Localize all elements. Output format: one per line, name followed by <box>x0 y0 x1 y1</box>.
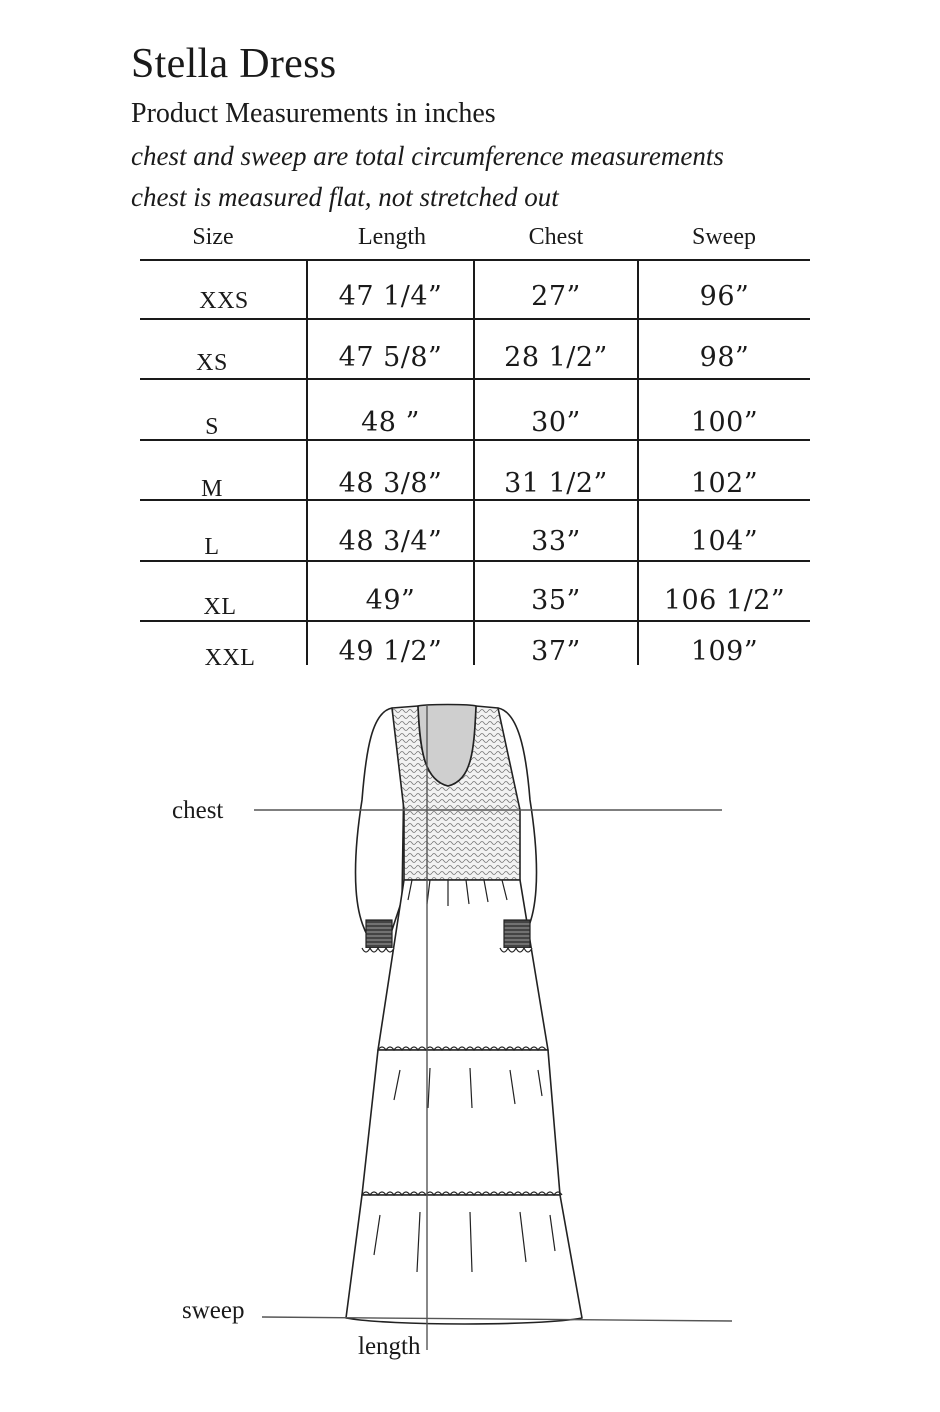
table-cell-sweep: 102” <box>690 468 759 499</box>
table-cell-sweep: 106 1/2” <box>663 585 786 616</box>
table-cell-length: 49” <box>365 585 416 616</box>
table-cell-chest: 31 1/2” <box>504 468 608 499</box>
header-size: Size <box>192 224 234 250</box>
table-cell-size: XXS <box>199 288 249 314</box>
table-cell-chest: 33” <box>531 526 581 557</box>
header-length: Length <box>358 224 426 250</box>
table-rule <box>140 378 810 380</box>
length-label: length <box>358 1333 421 1360</box>
table-cell-size: XXL <box>204 645 256 671</box>
header-chest: Chest <box>528 224 584 250</box>
table-cell-chest: 30” <box>531 407 581 438</box>
table-cell-length: 48 ” <box>361 407 420 438</box>
dress-measurement-diagram <box>0 690 940 1408</box>
table-cell-length: 48 3/8” <box>338 468 443 499</box>
table-cell-sweep: 100” <box>690 407 759 438</box>
table-cell-sweep: 104” <box>690 526 759 557</box>
table-cell-chest: 37” <box>531 636 581 667</box>
table-cell-size: XS <box>196 350 228 376</box>
table-cell-sweep: 98” <box>699 342 750 373</box>
measurement-note-circumference: chest and sweep are total circumference measurements <box>131 141 724 171</box>
page-title: Stella Dress <box>131 41 337 87</box>
table-cell-sweep: 96” <box>699 281 750 312</box>
table-cell-size: L <box>204 534 220 560</box>
measurement-note-flat: chest is measured flat, not stretched out <box>131 182 559 212</box>
table-cell-chest: 35” <box>531 585 581 616</box>
page-subtitle: Product Measurements in inches <box>131 98 496 129</box>
header-sweep: Sweep <box>692 224 756 250</box>
table-cell-length: 47 1/4” <box>338 281 443 312</box>
sweep-label: sweep <box>182 1297 245 1324</box>
table-cell-length: 49 1/2” <box>338 636 443 667</box>
table-cell-chest: 27” <box>531 281 581 312</box>
table-cell-chest: 28 1/2” <box>504 342 608 373</box>
table-cell-sweep: 109” <box>690 636 759 667</box>
table-rule <box>140 259 810 261</box>
chest-label: chest <box>172 797 224 824</box>
table-cell-size: XL <box>203 594 237 620</box>
size-chart-table <box>140 222 810 671</box>
table-rule <box>140 318 810 320</box>
dress-sketch-icon <box>0 690 940 1408</box>
table-cell-size: S <box>205 414 219 440</box>
table-cell-length: 48 3/4” <box>338 526 443 557</box>
table-cell-length: 47 5/8” <box>338 342 443 373</box>
table-cell-size: M <box>201 476 223 502</box>
